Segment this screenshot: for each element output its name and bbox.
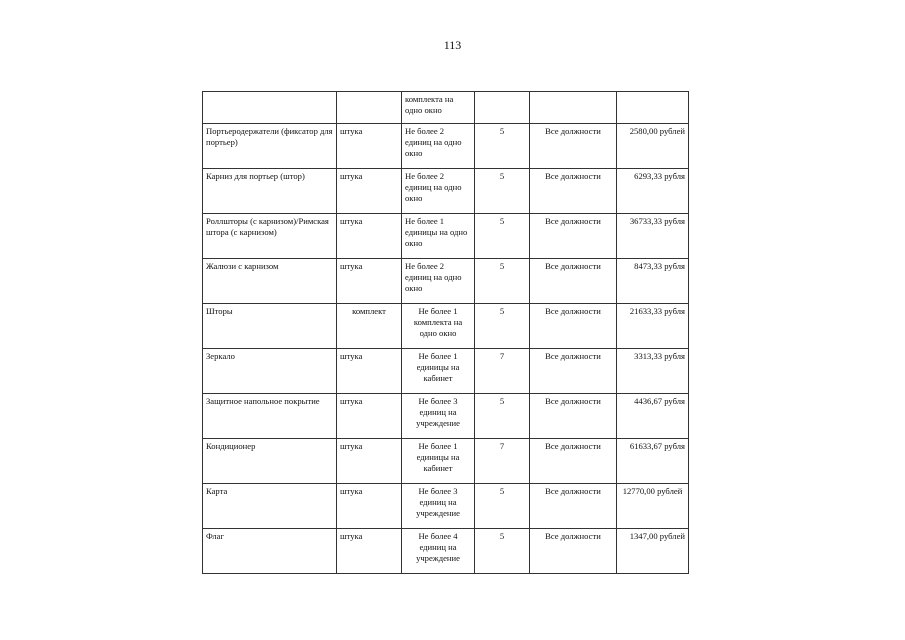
positions-cell: Все должности bbox=[530, 124, 617, 169]
table-row bbox=[203, 529, 689, 574]
item-name-cell: Зеркало bbox=[203, 349, 337, 394]
years-cell bbox=[475, 92, 530, 124]
item-name-cell: Жалюзи с карнизом bbox=[203, 259, 337, 304]
years-cell: 5 bbox=[475, 484, 530, 529]
item-name-cell: Карниз для портьер (штор) bbox=[203, 169, 337, 214]
years-cell: 5 bbox=[475, 304, 530, 349]
limit-cell: Не более 3 единиц на учреждение bbox=[402, 484, 475, 529]
limit-cell: Не более 3 единиц на учреждение bbox=[402, 394, 475, 439]
limit-cell: Не более 2 единиц на одно окно bbox=[402, 124, 475, 169]
table-row bbox=[203, 349, 689, 394]
unit-cell: штука bbox=[337, 439, 402, 484]
table-row bbox=[203, 304, 689, 349]
years-cell: 7 bbox=[475, 439, 530, 484]
years-cell: 7 bbox=[475, 349, 530, 394]
price-cell: 21633,33 рубля bbox=[617, 304, 689, 349]
norms-table bbox=[202, 91, 689, 574]
item-name-cell: Карта bbox=[203, 484, 337, 529]
years-cell: 5 bbox=[475, 259, 530, 304]
years-cell: 5 bbox=[475, 124, 530, 169]
page-number: 113 bbox=[443, 38, 462, 52]
limit-cell: Не более 2 единиц на одно окно bbox=[402, 169, 475, 214]
unit-cell: комплект bbox=[337, 304, 402, 349]
item-name-cell: Кондиционер bbox=[203, 439, 337, 484]
table-row bbox=[203, 484, 689, 529]
price-cell: 61633,67 рубля bbox=[617, 439, 689, 484]
limit-cell: Не более 4 единиц на учреждение bbox=[402, 529, 475, 574]
limit-cell: Не более 2 единиц на одно окно bbox=[402, 259, 475, 304]
positions-cell: Все должности bbox=[530, 484, 617, 529]
positions-cell: Все должности bbox=[530, 349, 617, 394]
limit-cell: Не более 1 единицы на кабинет bbox=[402, 349, 475, 394]
positions-cell: Все должности bbox=[530, 169, 617, 214]
unit-cell: штука bbox=[337, 169, 402, 214]
table-row bbox=[203, 394, 689, 439]
unit-cell: штука bbox=[337, 394, 402, 439]
unit-cell: штука bbox=[337, 259, 402, 304]
price-cell bbox=[617, 92, 689, 124]
price-cell: 2580,00 рублей bbox=[617, 124, 689, 169]
item-name-cell: Защитное напольное покрытие bbox=[203, 394, 337, 439]
years-cell: 5 bbox=[475, 214, 530, 259]
table-row bbox=[203, 439, 689, 484]
price-cell: 3313,33 рубля bbox=[617, 349, 689, 394]
price-cell: 6293,33 рубля bbox=[617, 169, 689, 214]
price-cell: 8473,33 рубля bbox=[617, 259, 689, 304]
unit-cell: штука bbox=[337, 484, 402, 529]
limit-cell: комплекта на одно окно bbox=[402, 92, 475, 124]
years-cell: 5 bbox=[475, 529, 530, 574]
unit-cell: штука bbox=[337, 214, 402, 259]
table-row bbox=[203, 169, 689, 214]
limit-cell: Не более 1 единицы на одно окно bbox=[402, 214, 475, 259]
positions-cell: Все должности bbox=[530, 214, 617, 259]
table-row bbox=[203, 92, 689, 124]
unit-cell: штука bbox=[337, 124, 402, 169]
price-cell: 12770,00 рублей bbox=[617, 484, 689, 529]
item-name-cell: Флаг bbox=[203, 529, 337, 574]
unit-cell: штука bbox=[337, 529, 402, 574]
item-name-cell: Шторы bbox=[203, 304, 337, 349]
limit-cell: Не более 1 единицы на кабинет bbox=[402, 439, 475, 484]
unit-cell: штука bbox=[337, 349, 402, 394]
positions-cell: Все должности bbox=[530, 259, 617, 304]
table-row bbox=[203, 259, 689, 304]
unit-cell bbox=[337, 92, 402, 124]
item-name-cell: Роллшторы (с карнизом)/Римская штора (с карнизом) bbox=[203, 214, 337, 259]
table-row bbox=[203, 214, 689, 259]
item-name-cell: Портьеродержатели (фиксатор для портьер) bbox=[203, 124, 337, 169]
positions-cell: Все должности bbox=[530, 529, 617, 574]
positions-cell: Все должности bbox=[530, 439, 617, 484]
positions-cell: Все должности bbox=[530, 304, 617, 349]
years-cell: 5 bbox=[475, 169, 530, 214]
price-cell: 36733,33 рубля bbox=[617, 214, 689, 259]
years-cell: 5 bbox=[475, 394, 530, 439]
positions-cell bbox=[530, 92, 617, 124]
price-cell: 4436,67 рубля bbox=[617, 394, 689, 439]
positions-cell: Все должности bbox=[530, 394, 617, 439]
item-name-cell bbox=[203, 92, 337, 124]
table-row bbox=[203, 124, 689, 169]
price-cell: 1347,00 рублей bbox=[617, 529, 689, 574]
limit-cell: Не более 1 комплекта на одно окно bbox=[402, 304, 475, 349]
